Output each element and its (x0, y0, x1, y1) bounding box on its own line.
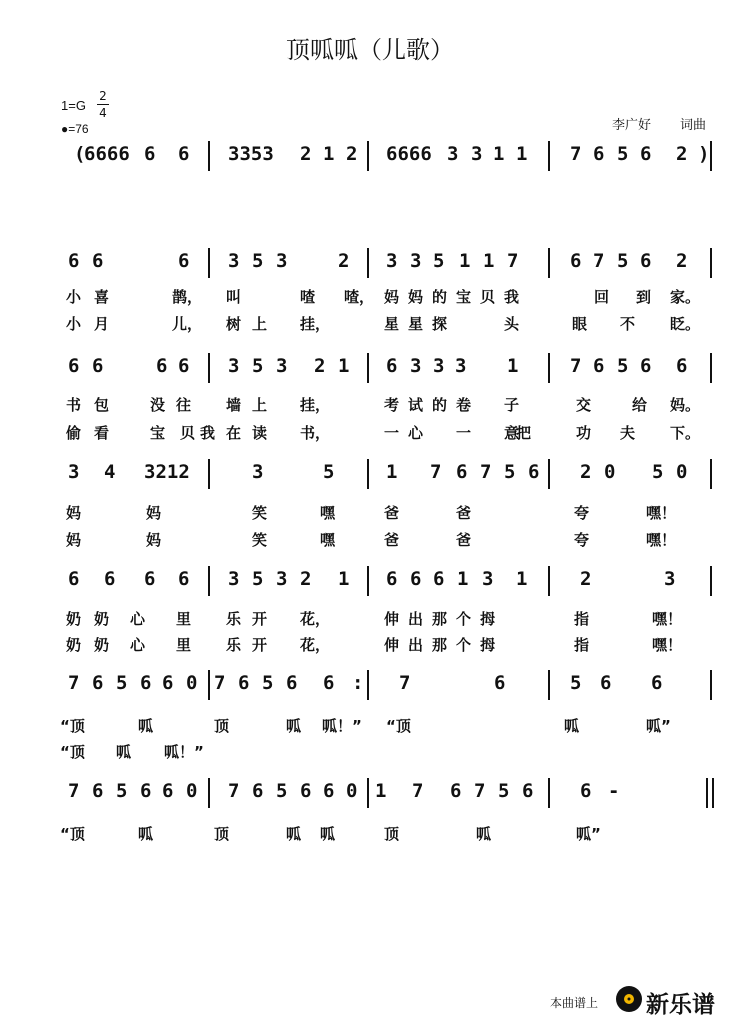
note-symbol: 6 (156, 355, 168, 377)
barline (548, 778, 550, 808)
lyric-char: 墙 (226, 396, 242, 414)
note-symbol: 3 (455, 355, 467, 377)
lyric-char: 花， (300, 636, 331, 654)
lyric-char: 夫 (620, 424, 636, 442)
note-symbol: 2 (676, 143, 688, 165)
note-symbol: 2 (338, 250, 350, 272)
lyric-char: 妈 (66, 504, 82, 522)
lyric-char: 呱 (286, 825, 302, 843)
note-symbol: 6 (570, 250, 582, 272)
key-signature: 1=G (61, 98, 86, 113)
lyric-char: 卷 (456, 396, 472, 414)
note-symbol: 6 (238, 672, 250, 694)
author-name: 李广好 (612, 118, 652, 133)
note-symbol: 6 (144, 568, 156, 590)
lyric-char: 一 (456, 424, 472, 442)
lyric-char: 妈 (408, 288, 424, 306)
lyric-char: 挂， (300, 396, 331, 414)
lyric-char: 呱 (286, 717, 302, 735)
lyric-char: 个 (456, 610, 472, 628)
lyric-char: 喳， (344, 288, 375, 306)
lyric-char: 出 (408, 610, 424, 628)
note-symbol: 1 (338, 568, 350, 590)
note-symbol: 1 (516, 143, 528, 165)
note-symbol: 3 (228, 568, 240, 590)
note-symbol: ( (74, 143, 86, 165)
note-symbol: 5 (116, 672, 128, 694)
note-symbol: 6 (456, 461, 468, 483)
lyric-char: 嘿！ (652, 610, 683, 628)
brand-logo-text: 新乐谱 (646, 992, 715, 1018)
barline (710, 248, 712, 278)
lyric-char: 呱” (646, 717, 671, 735)
note-symbol: 6 (651, 672, 663, 694)
note-symbol: 2 (314, 355, 326, 377)
barline (710, 141, 712, 171)
lyric-char: 拇 (480, 610, 496, 628)
note-symbol: 6 (92, 355, 104, 377)
note-symbol: 1 (516, 568, 528, 590)
lyric-char: 嘿 (320, 504, 336, 522)
lyric-char: 子 (504, 396, 520, 414)
barline (712, 778, 714, 808)
note-symbol: 6 (144, 143, 156, 165)
note-symbol: ) (698, 143, 710, 165)
lyric-char: 里 (176, 636, 192, 654)
barline (367, 670, 369, 700)
note-symbol: 3 (276, 355, 288, 377)
note-symbol: 7 (214, 672, 226, 694)
lyric-char: 回 (594, 288, 610, 306)
note-symbol: 1 (507, 355, 519, 377)
lyric-char: 呱 (476, 825, 492, 843)
note-symbol: 5 (498, 780, 510, 802)
barline (208, 353, 210, 383)
note-symbol: : (352, 672, 364, 694)
note-symbol: 6 (286, 672, 298, 694)
lyric-char: 妈。 (670, 396, 701, 414)
lyric-char: 上 (252, 315, 268, 333)
note-symbol: 6 (386, 355, 398, 377)
note-symbol: 6 (323, 780, 335, 802)
barline (208, 248, 210, 278)
lyric-char: 下。 (670, 424, 701, 442)
lyric-char: 包 (94, 396, 110, 414)
note-symbol: 6666 (386, 143, 432, 165)
note-symbol: 1 (386, 461, 398, 483)
note-symbol: 6 (140, 672, 152, 694)
lyric-char: 交 (576, 396, 592, 414)
note-symbol: 5 (617, 250, 629, 272)
note-symbol: 6 (640, 355, 652, 377)
note-symbol: 7 (570, 143, 582, 165)
note-symbol: 1 (375, 780, 387, 802)
lyric-char: 把 (516, 424, 532, 442)
lyric-char: 嘿！ (646, 504, 677, 522)
lyric-char: 笑 (252, 531, 268, 549)
note-symbol: 5 (323, 461, 335, 483)
lyric-char: “顶 (60, 825, 85, 843)
lyric-char: 小 (66, 288, 82, 306)
lyric-char: 伸 (384, 636, 400, 654)
barline (367, 566, 369, 596)
lyric-char: 没 (150, 396, 166, 414)
note-symbol: 1 (459, 250, 471, 272)
quarter-note-icon: ● (61, 122, 69, 136)
lyric-char: 嘿 (320, 531, 336, 549)
lyric-char: 夸 (574, 504, 590, 522)
lyric-char: 读 (252, 424, 268, 442)
lyric-char: 树 (226, 315, 242, 333)
note-symbol: 3 (410, 355, 422, 377)
lyric-char: 试 (408, 396, 424, 414)
note-symbol: 6 (92, 250, 104, 272)
note-symbol: 5 (652, 461, 664, 483)
lyric-char: 出 (408, 636, 424, 654)
note-symbol: 0 (186, 780, 198, 802)
note-symbol: 7 (68, 672, 80, 694)
note-symbol: 6 (178, 355, 190, 377)
lyric-char: 奶 (94, 610, 110, 628)
note-symbol: 2 (580, 461, 592, 483)
note-symbol: 3 (228, 250, 240, 272)
lyric-char: 嘿！ (652, 636, 683, 654)
lyric-char: 在 (226, 424, 242, 442)
note-symbol: 7 (507, 250, 519, 272)
lyric-char: 妈 (384, 288, 400, 306)
lyric-char: 星 (384, 315, 400, 333)
credit-label: 词曲 (680, 118, 707, 133)
time-signature-bottom: 4 (99, 106, 107, 120)
lyric-char: 那 (432, 610, 448, 628)
lyric-char: 眼 (572, 315, 588, 333)
barline (548, 248, 550, 278)
lyric-char: 呱 (138, 825, 154, 843)
barline (710, 459, 712, 489)
note-symbol: 2 (580, 568, 592, 590)
note-symbol: 6 (450, 780, 462, 802)
lyric-char: 指 (574, 636, 590, 654)
note-symbol: 3 (68, 461, 80, 483)
note-symbol: 0 (604, 461, 616, 483)
lyric-char: 妈 (146, 531, 162, 549)
barline (548, 459, 550, 489)
note-symbol: 7 (480, 461, 492, 483)
lyric-char: 那 (432, 636, 448, 654)
note-symbol: 6 (178, 250, 190, 272)
time-signature-line (97, 104, 109, 105)
note-symbol: 6 (68, 355, 80, 377)
note-symbol: 6 (640, 143, 652, 165)
lyric-char: 呱 (320, 825, 336, 843)
lyric-char: 书 (66, 396, 82, 414)
note-symbol: 3 (482, 568, 494, 590)
note-symbol: 6 (140, 780, 152, 802)
note-symbol: 6 (178, 143, 190, 165)
lyric-char: 开 (252, 636, 268, 654)
note-symbol: 5 (504, 461, 516, 483)
note-symbol: 6 (68, 568, 80, 590)
lyric-char: 贝 (180, 424, 196, 442)
barline (367, 141, 369, 171)
lyric-char: 奶 (66, 636, 82, 654)
lyric-char: 呱 (564, 717, 580, 735)
note-symbol: 5 (116, 780, 128, 802)
barline (548, 566, 550, 596)
lyric-char: 妈 (146, 504, 162, 522)
lyric-char: 偷 (66, 424, 82, 442)
note-symbol: 3 (664, 568, 676, 590)
barline (208, 778, 210, 808)
lyric-char: 我 (504, 288, 520, 306)
lyric-char: 儿， (172, 315, 203, 333)
note-symbol: 2 (676, 250, 688, 272)
lyric-char: 夸 (574, 531, 590, 549)
note-symbol: 7 (399, 672, 411, 694)
note-symbol: 6666 (84, 143, 130, 165)
note-symbol: 2 (300, 568, 312, 590)
lyric-char: 呱 (138, 717, 154, 735)
lyric-char: 心 (130, 636, 146, 654)
note-symbol: 3 (252, 461, 264, 483)
note-symbol: 6 (178, 568, 190, 590)
barline (208, 670, 210, 700)
lyric-char: 伸 (384, 610, 400, 628)
record-disc-icon (614, 984, 644, 1014)
barline (706, 778, 708, 808)
barline (710, 566, 712, 596)
lyric-char: 不 (620, 315, 636, 333)
song-title: 顶呱呱（儿歌） (286, 36, 454, 64)
note-symbol: 3 (471, 143, 483, 165)
time-signature-top: 2 (99, 89, 107, 103)
note-symbol: 0 (676, 461, 688, 483)
lyric-char: 喜 (94, 288, 110, 306)
note-symbol: 6 (528, 461, 540, 483)
note-symbol: 3 (386, 250, 398, 272)
lyric-char: 功 (576, 424, 592, 442)
lyric-char: 拇 (480, 636, 496, 654)
lyric-char: 喳 (300, 288, 316, 306)
lyric-char: 爸 (456, 531, 472, 549)
lyric-char: 顶 (214, 717, 230, 735)
note-symbol: 3 (228, 355, 240, 377)
lyric-char: 呱！” (322, 717, 362, 735)
barline (208, 459, 210, 489)
note-symbol: 6 (593, 355, 605, 377)
lyric-char: 乐 (226, 610, 242, 628)
lyric-char: 往 (176, 396, 192, 414)
lyric-char: “顶 (386, 717, 411, 735)
note-symbol: 6 (522, 780, 534, 802)
note-symbol: 3353 (228, 143, 274, 165)
barline (710, 353, 712, 383)
note-symbol: 0 (346, 780, 358, 802)
note-symbol: 4 (104, 461, 116, 483)
lyric-char: 爸 (384, 504, 400, 522)
lyric-char: 小 (66, 315, 82, 333)
note-symbol: 7 (593, 250, 605, 272)
lyric-char: 叫 (226, 288, 242, 306)
note-symbol: 5 (617, 355, 629, 377)
lyric-char: 花， (300, 610, 331, 628)
lyric-char: 星 (408, 315, 424, 333)
note-symbol: 6 (640, 250, 652, 272)
note-symbol: 5 (433, 250, 445, 272)
lyric-char: 看 (94, 424, 110, 442)
note-symbol: 5 (252, 250, 264, 272)
lyric-char: 到 (636, 288, 652, 306)
note-symbol: 1 (493, 143, 505, 165)
lyric-char: 开 (252, 610, 268, 628)
lyric-char: 呱！” (164, 743, 204, 761)
note-symbol: 7 (430, 461, 442, 483)
barline (548, 670, 550, 700)
lyric-char: 笑 (252, 504, 268, 522)
lyric-char: 的 (432, 396, 448, 414)
lyric-char: 鹊， (172, 288, 203, 306)
note-symbol: 3212 (144, 461, 190, 483)
lyric-char: “顶 (60, 717, 85, 735)
lyric-char: 个 (456, 636, 472, 654)
lyric-char: 爸 (456, 504, 472, 522)
note-symbol: 6 (323, 672, 335, 694)
lyric-char: 家。 (670, 288, 701, 306)
lyric-char: 里 (176, 610, 192, 628)
lyric-char: 心 (130, 610, 146, 628)
time-signature (97, 89, 109, 120)
lyric-char: 乐 (226, 636, 242, 654)
note-symbol: 6 (92, 780, 104, 802)
note-symbol: 5 (276, 780, 288, 802)
lyric-char: 奶 (94, 636, 110, 654)
lyric-char: 我 (200, 424, 216, 442)
note-symbol: 7 (570, 355, 582, 377)
note-symbol: 3 (276, 250, 288, 272)
lyric-char: 顶 (214, 825, 230, 843)
lyric-char: 书， (300, 424, 331, 442)
barline (548, 141, 550, 171)
barline (208, 566, 210, 596)
note-symbol: 6 (600, 672, 612, 694)
lyric-char: 宝 (150, 424, 166, 442)
note-symbol: - (608, 780, 620, 802)
lyric-char: 一 (384, 424, 400, 442)
note-symbol: 6 (410, 568, 422, 590)
lyric-char: 探 (432, 315, 448, 333)
note-symbol: 6 (494, 672, 506, 694)
note-symbol: 5 (252, 568, 264, 590)
note-symbol: 7 (68, 780, 80, 802)
lyric-char: 上 (252, 396, 268, 414)
note-symbol: 5 (617, 143, 629, 165)
note-symbol: 5 (262, 672, 274, 694)
lyric-char: 挂， (300, 315, 331, 333)
note-symbol: 7 (228, 780, 240, 802)
lyric-char: 嘿！ (646, 531, 677, 549)
note-symbol: 6 (593, 143, 605, 165)
note-symbol: 6 (252, 780, 264, 802)
barline (367, 778, 369, 808)
note-symbol: 1 (338, 355, 350, 377)
note-symbol: 6 (68, 250, 80, 272)
lyric-char: 呱 (116, 743, 132, 761)
note-symbol: 2 (346, 143, 358, 165)
lyric-char: 宝 (456, 288, 472, 306)
note-symbol: 6 (162, 672, 174, 694)
lyric-char: 呱” (576, 825, 601, 843)
barline (367, 353, 369, 383)
note-symbol: 0 (186, 672, 198, 694)
note-symbol: 6 (433, 568, 445, 590)
note-symbol: 3 (276, 568, 288, 590)
lyric-char: 给 (632, 396, 648, 414)
lyric-char: 眨。 (670, 315, 701, 333)
barline (208, 141, 210, 171)
note-symbol: 2 (300, 143, 312, 165)
lyric-char: 月 (94, 315, 110, 333)
lyric-char: 的 (432, 288, 448, 306)
note-symbol: 6 (300, 780, 312, 802)
note-symbol: 6 (92, 672, 104, 694)
barline (367, 248, 369, 278)
note-symbol: 1 (483, 250, 495, 272)
lyric-char: 奶 (66, 610, 82, 628)
lyric-char: 指 (574, 610, 590, 628)
note-symbol: 6 (580, 780, 592, 802)
note-symbol: 3 (410, 250, 422, 272)
note-symbol: 6 (676, 355, 688, 377)
note-symbol: 5 (252, 355, 264, 377)
note-symbol: 1 (457, 568, 469, 590)
lyric-char: 意 (504, 424, 520, 442)
note-symbol: 5 (570, 672, 582, 694)
note-symbol: 3 (433, 355, 445, 377)
note-symbol: 6 (386, 568, 398, 590)
barline (548, 353, 550, 383)
note-symbol: 1 (323, 143, 335, 165)
note-symbol: 3 (447, 143, 459, 165)
footer-text: 本曲谱上 (550, 996, 599, 1010)
lyric-char: 爸 (384, 531, 400, 549)
barline (367, 459, 369, 489)
note-symbol: 7 (412, 780, 424, 802)
lyric-char: “顶 (60, 743, 85, 761)
lyric-char: 贝 (480, 288, 496, 306)
note-symbol: 6 (104, 568, 116, 590)
lyric-char: 头 (504, 315, 520, 333)
note-symbol: 6 (162, 780, 174, 802)
tempo-value: =76 (68, 122, 89, 136)
tempo-marking (61, 122, 89, 136)
barline (710, 670, 712, 700)
lyric-char: 顶 (384, 825, 400, 843)
lyric-char: 考 (384, 396, 400, 414)
note-symbol: 7 (474, 780, 486, 802)
lyric-char: 心 (408, 424, 424, 442)
lyric-char: 妈 (66, 531, 82, 549)
